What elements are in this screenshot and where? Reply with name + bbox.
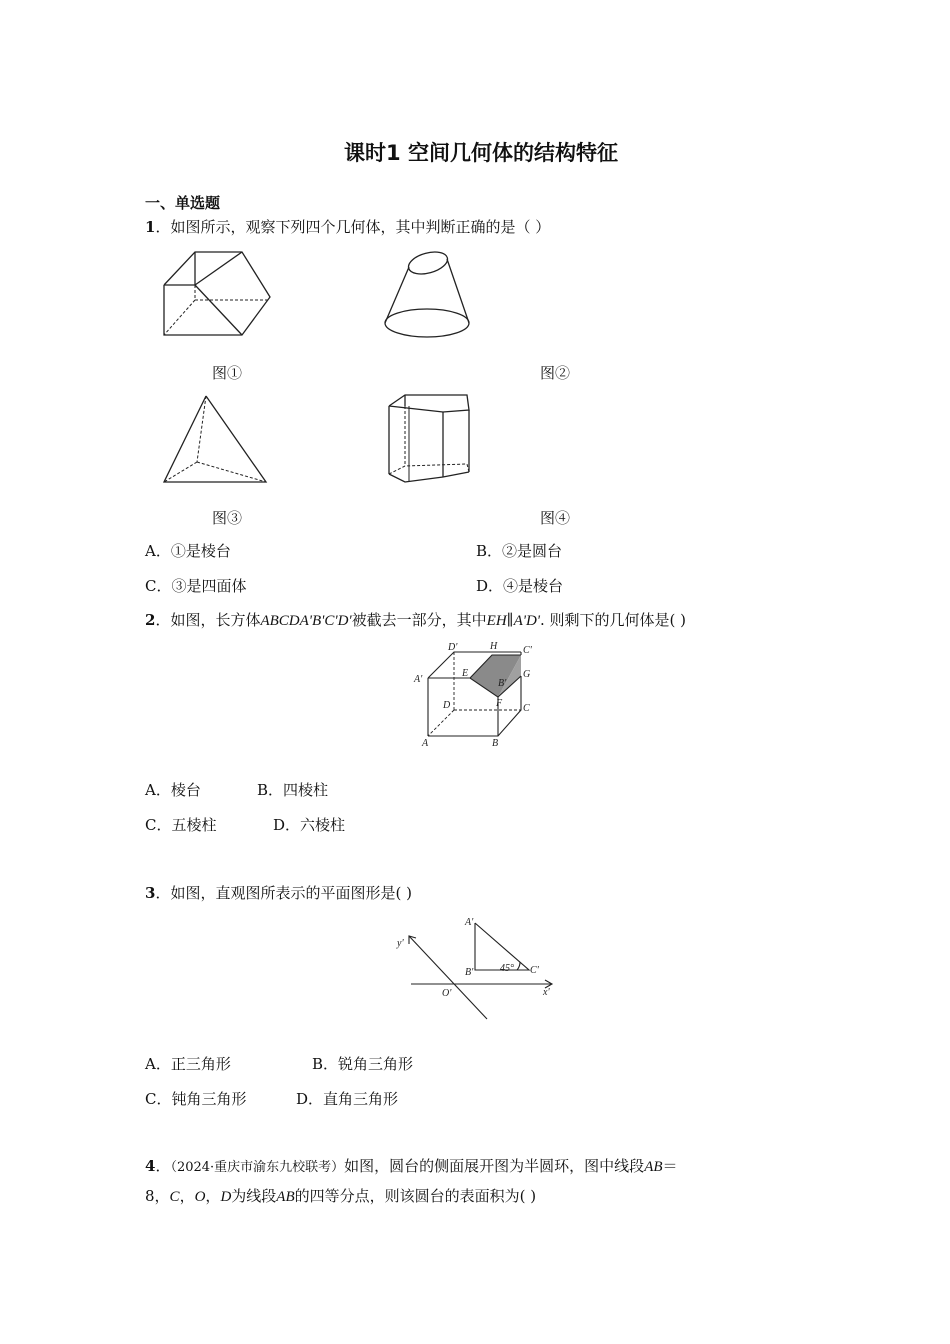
question-text: 如图，直观图所表示的平面图形是( ): [170, 884, 412, 902]
q3-option-a[interactable]: A．正三角形: [145, 1055, 231, 1073]
vertex-label: D: [443, 700, 451, 711]
q3-option-b[interactable]: B．锐角三角形: [312, 1055, 414, 1073]
figure-oblique-drawing: [395, 913, 560, 1023]
vertex-label: C': [523, 645, 532, 656]
question-number: 1: [145, 218, 156, 236]
axis-label: x': [543, 987, 550, 998]
question-text: 8，: [145, 1187, 170, 1205]
math-segment: A'D': [513, 613, 541, 629]
question-4-line-2: [145, 1186, 536, 1207]
math-segment: EH: [486, 613, 507, 629]
axis-label: y': [397, 938, 404, 949]
vertex-label: H: [490, 641, 498, 652]
figure-cuboid: [410, 640, 540, 750]
question-text: 如图，圆台的侧面展开图为半圆环，图中线段: [344, 1157, 645, 1175]
figure-2-frustum: [380, 245, 480, 340]
figure-1-prism: [160, 245, 275, 340]
section-heading: 一、单选题: [145, 194, 221, 212]
question-number: 4: [145, 1157, 156, 1175]
vertex-label: E: [462, 668, 469, 679]
math-segment: AB: [276, 1189, 295, 1205]
vertex-label: B: [492, 738, 499, 749]
q2-option-a[interactable]: A．棱台: [145, 781, 201, 799]
caption-figure-3: 图③: [212, 509, 243, 527]
page-title: 课时1 空间几何体的结构特征: [344, 141, 618, 165]
q1-option-a[interactable]: A．①是棱台: [145, 542, 231, 560]
figure-4-prism: [385, 392, 475, 487]
question-number: 2: [145, 611, 156, 629]
q3-option-d[interactable]: D．直角三角形: [296, 1090, 399, 1108]
q2-option-c[interactable]: C．五棱柱: [145, 816, 217, 834]
vertex-label: F: [496, 698, 503, 709]
question-text: . 则剩下的几何体是( ): [540, 611, 687, 629]
q3-option-c[interactable]: C．钝角三角形: [145, 1090, 247, 1108]
angle-label: 45°: [500, 963, 514, 974]
question-text: 被截去一部分，其中: [351, 611, 487, 629]
question-text: ，: [205, 1187, 221, 1205]
q1-option-b[interactable]: B．②是圆台: [476, 542, 563, 560]
caption-figure-2: 图②: [540, 364, 571, 382]
question-2: 2．如图，长方体ABCDA'B'C'D'被截去一部分，其中EH∥A'D'. 则剩下的几何体是( ): [145, 611, 687, 629]
question-text: 为线段: [231, 1187, 277, 1205]
math-point: C: [169, 1189, 180, 1205]
question-1: 1．如图所示，观察下列四个几何体，其中判断正确的是（ ）: [145, 218, 551, 236]
figure-3-tetrahedron: [160, 392, 272, 487]
question-text: 的四等分点，则该圆台的表面积为( ): [294, 1187, 537, 1205]
vertex-label: B': [465, 967, 474, 978]
math-point: D: [220, 1189, 232, 1205]
q2-option-d[interactable]: D．六棱柱: [273, 816, 346, 834]
math-point: O: [194, 1189, 206, 1205]
question-text: ＝: [662, 1157, 678, 1175]
vertex-label: A: [422, 738, 429, 749]
question-number: 3: [145, 884, 156, 902]
vertex-label: A': [465, 917, 474, 928]
vertex-label: C: [523, 703, 530, 714]
caption-figure-4: 图④: [540, 509, 571, 527]
vertex-label: C': [530, 965, 539, 976]
question-text: 如图所示，观察下列四个几何体，其中判断正确的是（ ）: [170, 218, 551, 236]
vertex-label: A': [414, 674, 423, 685]
question-4: 4．（2024·重庆市渝东九校联考）如图，圆台的侧面展开图为半圆环，图中线段AB＝: [145, 1157, 678, 1175]
question-text: 如图，长方体: [170, 611, 261, 629]
q2-option-b[interactable]: B．四棱柱: [257, 781, 329, 799]
parallel-symbol: ∥: [506, 611, 514, 629]
vertex-label: D': [448, 642, 458, 653]
vertex-label: B': [498, 678, 507, 689]
math-segment: AB: [644, 1159, 663, 1175]
vertex-label: G: [523, 669, 531, 680]
question-source: （2024·重庆市渝东九校联考）: [170, 1160, 345, 1175]
question-3: 3．如图，直观图所表示的平面图形是( ): [145, 884, 412, 902]
caption-figure-1: 图①: [212, 364, 243, 382]
question-text: ，: [179, 1187, 195, 1205]
q1-option-d[interactable]: D．④是棱台: [476, 577, 564, 595]
math-solid-name: ABCDA'B'C'D': [260, 613, 352, 629]
q1-option-c[interactable]: C．③是四面体: [145, 577, 247, 595]
origin-label: O': [442, 988, 452, 999]
